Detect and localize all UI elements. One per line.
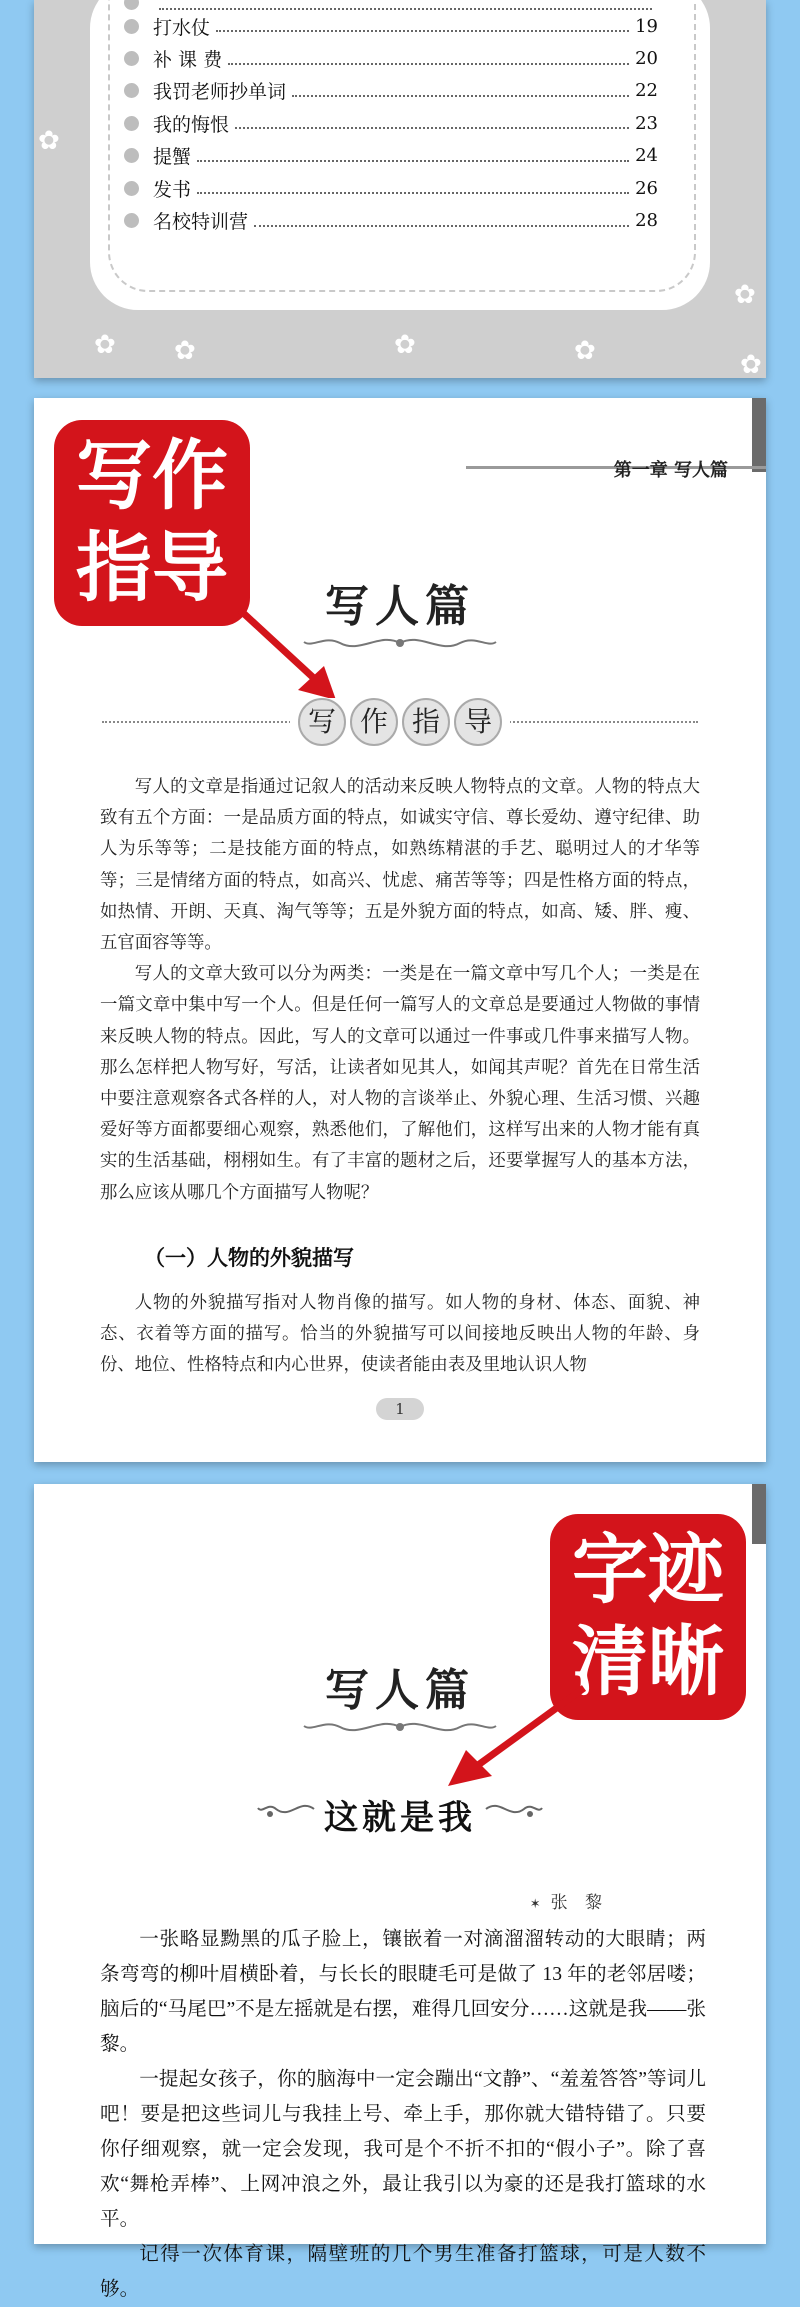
bullet-icon (124, 116, 139, 131)
bullet-icon (124, 0, 139, 10)
toc-entry-page: 26 (635, 177, 658, 199)
toc-entry (124, 10, 658, 42)
toc-entry-page: 28 (635, 210, 658, 232)
callout-line: 清晰 (572, 1617, 724, 1706)
flower-decoration: ✿ (174, 336, 196, 366)
guide-paragraph: 写人的文章大致可以分为两类：一类是在一篇文章中写几个人；一类是在一篇文章中集中写一个人。但是任何一篇写人的文章总是要通过人物做的事情来反映人物的特点。因此，写人的文章可以通过一件事或几件事来描写人物。那么怎样把人物写好，写活，让读者如见其人，如闻其声呢？首先在日常生活中要注意观察各式各样的人，对人物的言谈举止、外貌心理、生活习惯、兴趣爱好等方面都要细心观察，熟悉他们，了解他们，这样写出来的人物才能有真实的生活基础，栩栩如生。有了丰富的题材之后，还要掌握写人的基本方法，那么应该从哪几个方面描写人物呢？ (100, 964, 700, 1203)
sub-paragraph: 人物的外貌描写指对人物肖像的描写。如人物的身材、体态、面貌、神态、衣着等方面的描写。恰当的外貌描写可以间接地反映出人物的年龄、身份、地位、性格特点和内心世界，使读者能由表及里地认识人物 (100, 1293, 700, 1376)
guide-chip: 导 (454, 698, 502, 746)
sub-body (100, 1288, 700, 1382)
toc-leader (197, 150, 629, 162)
toc-leader (228, 53, 629, 65)
toc-entry (124, 107, 658, 139)
toc-entry-title: 补 课 费 (153, 49, 223, 72)
toc-leader (292, 85, 629, 97)
toc-entry-page: 24 (635, 145, 658, 167)
chapter-header: 第一章 写人篇 (613, 460, 728, 481)
guide-page (34, 398, 766, 1462)
bullet-icon (124, 213, 139, 228)
toc-entry-title: 名校特训营 (153, 211, 249, 234)
chapter-bar (752, 1484, 766, 1544)
toc-card (90, 0, 710, 310)
flower-decoration: ✿ (394, 330, 416, 360)
bullet-icon (124, 83, 139, 98)
page-number: 1 (376, 1398, 424, 1420)
toc-page (34, 0, 766, 378)
story-paragraph: 记得一次体育课，隔壁班的几个男生准备打篮球，可是人数不够。 (100, 2244, 706, 2300)
guide-body (100, 772, 700, 1209)
callout-line: 写作 (76, 431, 228, 520)
toc-entry-page: 23 (635, 112, 658, 134)
sub-heading: （一）人物的外貌描写 (144, 1246, 354, 1270)
story-paragraph: 一提起女孩子，你的脑海中一定会蹦出“文静”、“羞羞答答”等词儿吧！要是把这些词儿与我挂上号、牵上手，那你就大错特错了。只要你仔细观察，就一定会发现，我可是个不折不扣的“假小子”。除了喜欢“舞枪弄棒”、上网冲浪之外，最让我引以为豪的还是我打篮球的水平。 (100, 2069, 706, 2230)
bullet-icon (124, 51, 139, 66)
story-title: 这就是我 (324, 1798, 476, 1838)
bullet-icon (124, 19, 139, 34)
swirl-ornament (300, 1714, 500, 1740)
toc-entry-title: 我罚老师抄单词 (153, 81, 287, 104)
toc-entry-title: 提蟹 (153, 146, 192, 169)
essay-page (34, 1484, 766, 2300)
guide-paragraph: 写人的文章是指通过记叙人的活动来反映人物特点的文章。人物的特点大致有五个方面：一是品质方面的特点，如诚实守信、尊长爱幼、遵守纪律、助人为乐等等；二是技能方面的特点，如熟练精湛的手艺、聪明过人的才华等等；三是情绪方面的特点，如高兴、忧虑、痛苦等等；四是性格方面的特点，如热情、开朗、天真、淘气等等；五是外貌方面的特点，如高、矮、胖、瘦、五官面容等等。 (100, 777, 700, 954)
toc-entry-title: 打水仗 (153, 16, 211, 39)
story-paragraph: 一张略显黝黑的瓜子脸上，镶嵌着一对滴溜溜转动的大眼睛；两条弯弯的柳叶眉横卧着，与长长的眼睫毛可是做了 13 年的老邻居喽；脑后的“马尾巴”不是左摇就是右摆，难得几回安分……这就是我——张黎。 (100, 1929, 706, 2055)
toc-entry-page: 20 (635, 48, 658, 70)
swirl-right-ornament (484, 1792, 544, 1826)
swirl-ornament (300, 630, 500, 656)
toc-entry (124, 204, 658, 236)
toc-entry-page: 22 (635, 80, 658, 102)
toc-leader (216, 20, 629, 32)
bullet-icon (124, 148, 139, 163)
toc-entry-partial (124, 0, 658, 10)
author-name: 张 黎 (550, 1893, 608, 1913)
section-title: 写人篇 (325, 581, 475, 632)
toc-entry (124, 140, 658, 172)
callout-line: 指导 (76, 523, 228, 612)
bullet-icon (124, 181, 139, 196)
story-body (100, 1922, 706, 2307)
toc-entry-title: 我的悔恨 (153, 113, 230, 136)
toc-entry-page: 19 (635, 15, 658, 37)
toc-leader (254, 215, 629, 227)
toc-leader (197, 182, 629, 194)
callout-line: 字迹 (572, 1525, 724, 1614)
toc-leader (235, 117, 629, 129)
guide-heading (102, 698, 698, 746)
guide-chip: 作 (350, 698, 398, 746)
flower-decoration: ✿ (574, 336, 596, 366)
toc-leader (159, 0, 652, 10)
guide-chip: 指 (402, 698, 450, 746)
toc-entry (124, 172, 658, 204)
flower-decoration: ✿ (734, 280, 756, 310)
toc-entry (124, 75, 658, 107)
chapter-bar (752, 398, 766, 472)
flower-decoration: ✿ (740, 350, 762, 380)
guide-chips (290, 698, 510, 746)
toc-list (124, 0, 658, 237)
toc-entry (124, 42, 658, 74)
flower-decoration: ✿ (38, 126, 60, 156)
flower-decoration: ✿ (94, 330, 116, 360)
story-author (530, 1888, 608, 1913)
section-title: 写人篇 (325, 1665, 475, 1716)
toc-entry-title: 发书 (153, 178, 192, 201)
author-mark-icon: ✶ (529, 1897, 547, 1912)
guide-chip: 写 (298, 698, 346, 746)
